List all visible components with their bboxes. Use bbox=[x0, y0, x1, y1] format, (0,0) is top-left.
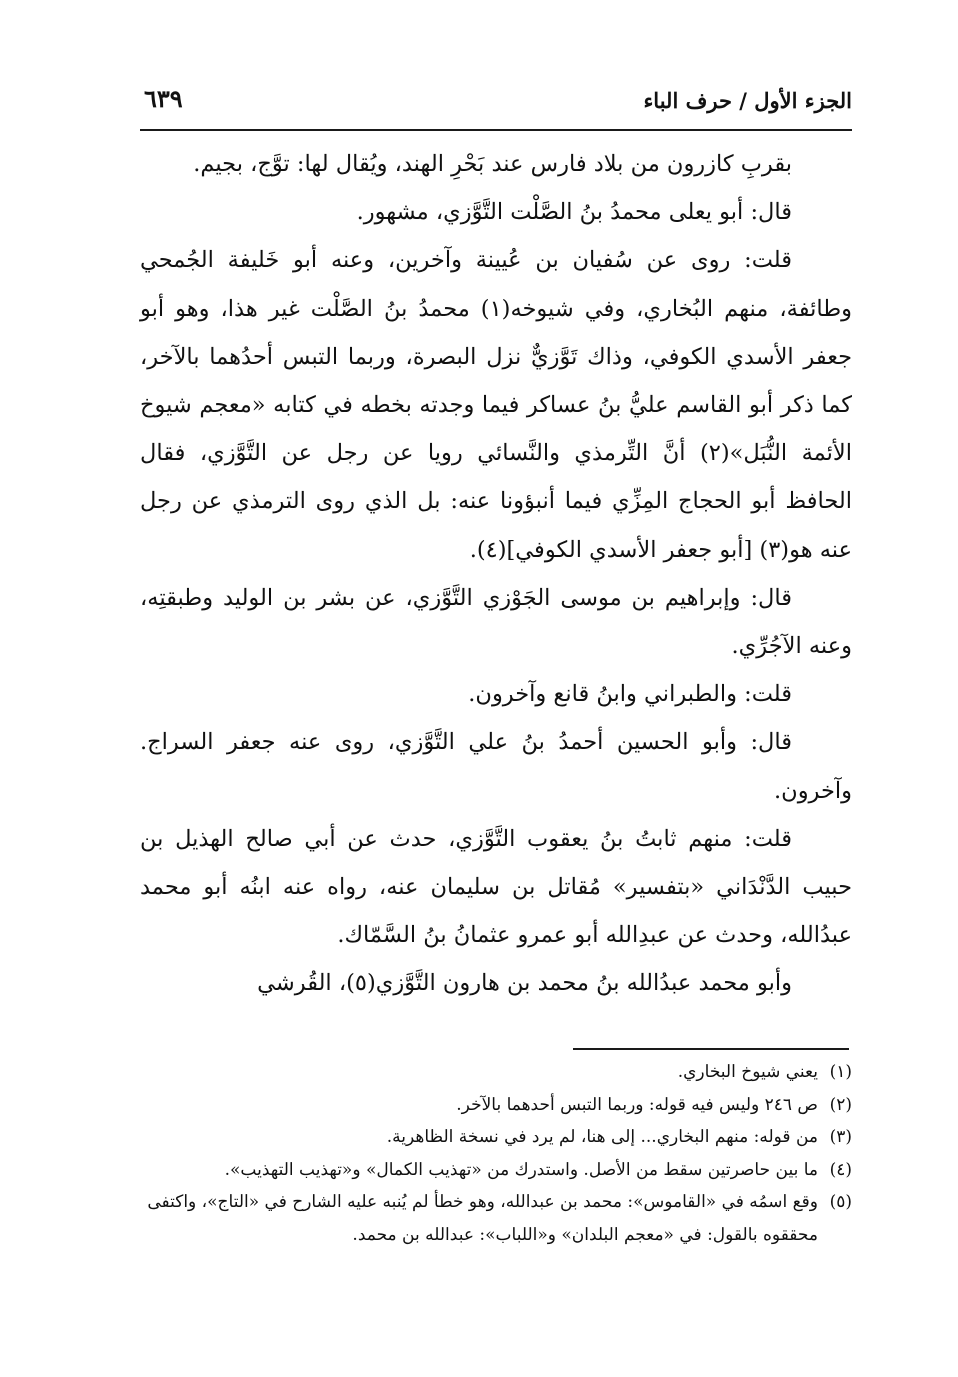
footnote-text: ص ٢٤٦ وليس فيه قوله: وربما التبس أحدهما بالآخر. bbox=[456, 1094, 818, 1115]
footnote bbox=[140, 1089, 852, 1122]
paragraph: قال: وأبو الحسين أحمدُ بنُ علي التَّوَّزي، روى عنه جعفر السراج. وآخرون. bbox=[140, 729, 852, 804]
footnote-number: (٤) bbox=[829, 1159, 852, 1180]
footnote-text: يعني شيوخ البخاري. bbox=[677, 1062, 818, 1082]
paragraph: قلت: روى عن سُفيان بن عُيينة وآخرين، وعنه أبو خَليفة الجُمحي وطائفة، منهم البُخاري، وفي شيوخه(١) محمدُ بنُ الصَّلْت غير هذا، وهو أبو جعفر الأسدي الكوفي، وذاك تَوَّزيٌّ نزل البصرة، وربما التبس أحدُهما بالآخر، كما ذكر أبو القاسم عليُّ بنُ عساكر فيما وجدته بخطه في كتابه «معجم شيوخ الأئمة النُّبَل»(٢) أنَّ التِّرمذي والنَّسائي رويا عن رجل عن التَّوَّزي، فقال الحافظ أبو الحجاج المِزِّي فيما أنبؤونا عنه: بل الذي روى الترمذي عن رجل عنه هو(٣) [أبو جعفر الأسدي الكوفي](٤). bbox=[140, 247, 852, 563]
footnotes bbox=[140, 1056, 852, 1251]
footnote-number: (١) bbox=[829, 1062, 852, 1082]
footnote bbox=[140, 1154, 852, 1187]
page-number: ٦٣٩ bbox=[144, 84, 183, 113]
paragraph: وأبو محمد عبدُالله بنُ محمد بن هارون التَّوَّزي(٥)، القُرشي bbox=[257, 970, 792, 997]
running-title: الجزء الأول / حرف الباء bbox=[643, 88, 852, 113]
footnote-number: (٢) bbox=[829, 1094, 852, 1115]
paragraph: قلت: منهم ثابتُ بنُ يعقوب التَّوَّزي، حدث عن أبي صالح الهذيل بن حبيب الدَّنْدَاني «بتفسير» مُقاتل بن سليمان عنه، رواه عنه ابنُه أبو محمد عبدُالله، وحدث عن عبدِالله أبو عمرو عثمانُ بنُ السَّمّاك. bbox=[140, 825, 852, 949]
header-rule bbox=[140, 129, 852, 131]
page-header bbox=[140, 82, 852, 122]
footnote-number: (٥) bbox=[829, 1192, 852, 1212]
footnote-text: ما بين حاصرتين سقط من الأصل. واستدرك من «تهذيب الكمال» و«تهذيب التهذيب». bbox=[224, 1159, 818, 1180]
footnote bbox=[140, 1056, 852, 1089]
paragraph: بقربِ كازرون من بلاد فارس عند بَحْرِ الهند، ويُقال لها: توَّج، بجيم. bbox=[193, 151, 792, 177]
paragraph: قلت: والطبراني وابنُ قانع وآخرون. bbox=[468, 681, 792, 708]
footnote-rule bbox=[573, 1048, 849, 1050]
footnote-number: (٣) bbox=[829, 1127, 852, 1147]
footnote-text: وقع اسمُه في «القاموس»: محمد بن عبدالله، وهو خطأ لم يُنبه عليه الشارح في «التاج»، واكتفى محققوه بالقول: في «معجم البلدان» و«اللباب»: عبدالله بن محمد. bbox=[147, 1192, 818, 1245]
footnote-text: من قوله: منهم البخاري... إلى هنا، لم يرد في نسخة الظاهرية. bbox=[386, 1127, 818, 1147]
main-text bbox=[140, 140, 852, 1008]
footnote bbox=[140, 1121, 852, 1154]
footnote bbox=[140, 1186, 852, 1251]
paragraph: قال: أبو يعلى محمدُ بنُ الصَّلْت التَّوَّزي، مشهور. bbox=[356, 199, 792, 226]
paragraph: قال: وإبراهيم بن موسى الجَوْزي التَّوَّزي، عن بشر بن الوليد وطبقتِه، وعنه الآجُرِّي. bbox=[140, 584, 852, 660]
